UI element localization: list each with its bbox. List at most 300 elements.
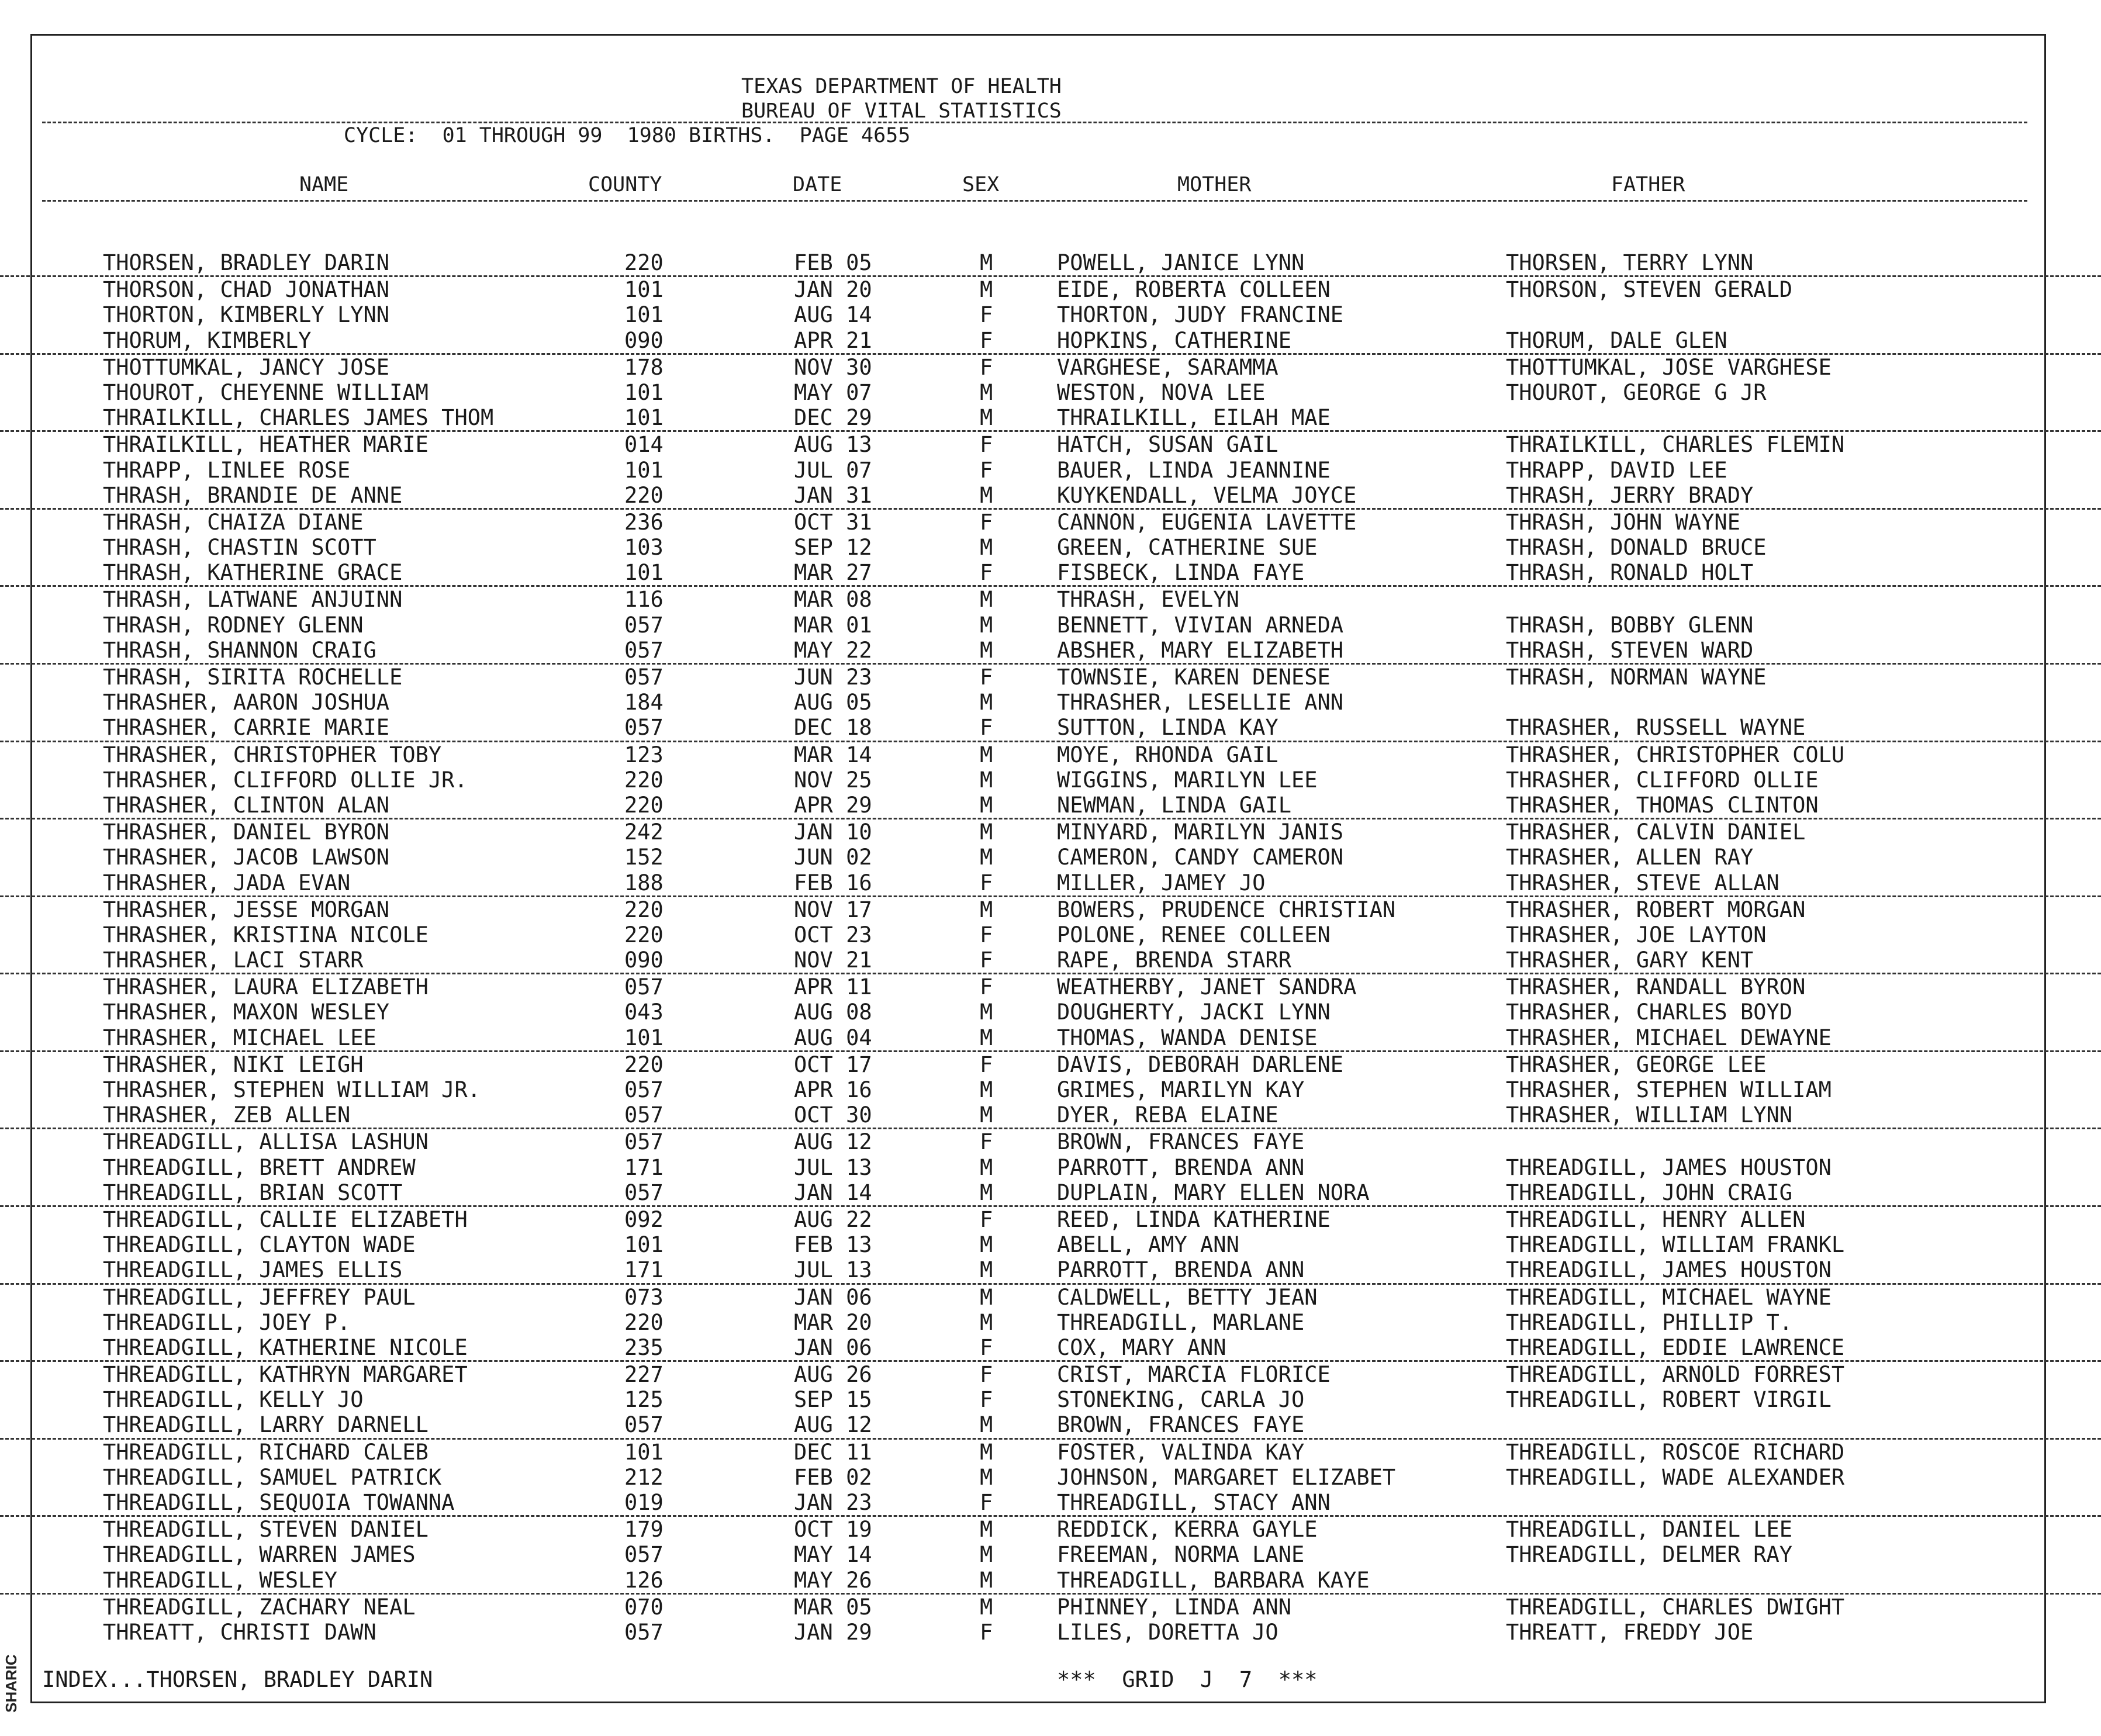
record-name: THREADGILL, JOEY P. bbox=[103, 1309, 351, 1335]
record-father: THOTTUMKAL, JOSE VARGHESE bbox=[1506, 354, 1832, 380]
record-name: THORSEN, BRADLEY DARIN bbox=[103, 250, 390, 275]
record-father: THRASHER, MICHAEL DEWAYNE bbox=[1506, 1025, 1832, 1050]
record-row bbox=[0, 250, 2101, 277]
record-county: 116 bbox=[624, 587, 664, 613]
record-father: THRASH, DONALD BRUCE bbox=[1506, 535, 1767, 561]
record-mother: ABELL, AMY ANN bbox=[1057, 1232, 1239, 1258]
record-county: 057 bbox=[624, 1412, 664, 1438]
record-name: THREADGILL, JAMES ELLIS bbox=[103, 1257, 403, 1283]
record-mother: BROWN, FRANCES FAYE bbox=[1057, 1129, 1305, 1155]
record-county: 070 bbox=[624, 1594, 664, 1620]
record-father: THRAILKILL, CHARLES FLEMIN bbox=[1506, 432, 1845, 458]
record-date: MAY 07 bbox=[794, 379, 872, 405]
record-sex: M bbox=[980, 1025, 993, 1050]
column-header-father: FATHER bbox=[1611, 173, 1685, 196]
record-name: THREADGILL, KELLY JO bbox=[103, 1387, 364, 1413]
record-sex: F bbox=[980, 509, 993, 535]
record-county: 057 bbox=[624, 1129, 664, 1155]
record-date: APR 11 bbox=[794, 974, 872, 1000]
record-sex: F bbox=[980, 922, 993, 947]
record-county: 220 bbox=[624, 792, 664, 818]
record-sex: M bbox=[980, 1232, 993, 1258]
record-mother: VARGHESE, SARAMMA bbox=[1057, 354, 1278, 380]
record-sex: F bbox=[980, 1490, 993, 1515]
record-father: THRASHER, THOMAS CLINTON bbox=[1506, 792, 1819, 818]
header-rule bbox=[42, 122, 2027, 123]
record-father: THREADGILL, ARNOLD FORREST bbox=[1506, 1362, 1845, 1388]
record-row bbox=[0, 767, 2101, 793]
record-father: THREADGILL, JAMES HOUSTON bbox=[1506, 1154, 1832, 1180]
record-row bbox=[0, 1387, 2101, 1412]
record-name: THREADGILL, JEFFREY PAUL bbox=[103, 1284, 416, 1310]
record-row bbox=[0, 1000, 2101, 1025]
record-county: 073 bbox=[624, 1284, 664, 1310]
record-county: 057 bbox=[624, 665, 664, 690]
record-county: 220 bbox=[624, 767, 664, 793]
record-sex: M bbox=[980, 690, 993, 715]
record-county: 092 bbox=[624, 1206, 664, 1232]
side-label: SHARIC bbox=[2, 1654, 20, 1713]
record-sex: M bbox=[980, 612, 993, 638]
record-father: THREADGILL, DELMER RAY bbox=[1506, 1542, 1793, 1568]
record-county: 043 bbox=[624, 1000, 664, 1025]
record-sex: F bbox=[980, 1052, 993, 1077]
record-county: 220 bbox=[624, 922, 664, 947]
record-row bbox=[0, 1440, 2101, 1465]
record-mother: RAPE, BRENDA STARR bbox=[1057, 947, 1291, 973]
record-mother: DAVIS, DEBORAH DARLENE bbox=[1057, 1052, 1344, 1077]
record-row bbox=[0, 1207, 2101, 1232]
record-name: THRASH, LATWANE ANJUINN bbox=[103, 587, 403, 613]
record-sex: M bbox=[980, 1154, 993, 1180]
record-sex: F bbox=[980, 327, 993, 353]
record-sex: F bbox=[980, 1619, 993, 1645]
record-row bbox=[0, 458, 2101, 483]
record-county: 123 bbox=[624, 742, 664, 767]
record-county: 101 bbox=[624, 457, 664, 483]
record-name: THREADGILL, CALLIE ELIZABETH bbox=[103, 1206, 468, 1232]
record-name: THRASHER, MAXON WESLEY bbox=[103, 1000, 390, 1025]
record-row bbox=[0, 613, 2101, 638]
record-mother: THRASHER, LESELLIE ANN bbox=[1057, 690, 1344, 715]
record-date: JAN 31 bbox=[794, 482, 872, 508]
record-county: 171 bbox=[624, 1154, 664, 1180]
record-name: THRASHER, LACI STARR bbox=[103, 947, 364, 973]
record-father: THORSON, STEVEN GERALD bbox=[1506, 277, 1793, 303]
record-name: THRASHER, CLINTON ALAN bbox=[103, 792, 390, 818]
record-row bbox=[0, 715, 2101, 742]
record-sex: M bbox=[980, 819, 993, 845]
record-name: THRASHER, JACOB LAWSON bbox=[103, 845, 390, 870]
record-sex: M bbox=[980, 1102, 993, 1128]
record-name: THOTTUMKAL, JANCY JOSE bbox=[103, 354, 390, 380]
record-father: THREADGILL, EDDIE LAWRENCE bbox=[1506, 1334, 1845, 1360]
record-county: 242 bbox=[624, 819, 664, 845]
record-row bbox=[0, 483, 2101, 510]
record-county: 235 bbox=[624, 1334, 664, 1360]
record-date: OCT 31 bbox=[794, 509, 872, 535]
record-county: 057 bbox=[624, 715, 664, 741]
record-mother: POLONE, RENEE COLLEEN bbox=[1057, 922, 1331, 947]
record-county: 220 bbox=[624, 250, 664, 275]
record-sex: M bbox=[980, 1412, 993, 1438]
record-date: JUL 13 bbox=[794, 1154, 872, 1180]
record-sex: M bbox=[980, 845, 993, 870]
record-row bbox=[0, 819, 2101, 845]
record-date: JAN 23 bbox=[794, 1490, 872, 1515]
record-mother: TOWNSIE, KAREN DENESE bbox=[1057, 665, 1331, 690]
record-date: FEB 05 bbox=[794, 250, 872, 275]
record-father: THRASHER, RANDALL BYRON bbox=[1506, 974, 1806, 1000]
record-row bbox=[0, 665, 2101, 690]
record-row bbox=[0, 1542, 2101, 1567]
record-row bbox=[0, 1052, 2101, 1077]
record-name: THREADGILL, ALLISA LASHUN bbox=[103, 1129, 429, 1155]
record-county: 057 bbox=[624, 974, 664, 1000]
header-bureau: BUREAU OF VITAL STATISTICS bbox=[741, 99, 1062, 123]
record-mother: CRIST, MARCIA FLORICE bbox=[1057, 1362, 1331, 1388]
record-county: 019 bbox=[624, 1490, 664, 1515]
record-father: THREADGILL, HENRY ALLEN bbox=[1506, 1206, 1806, 1232]
record-county: 152 bbox=[624, 845, 664, 870]
record-sex: M bbox=[980, 1309, 993, 1335]
record-sex: F bbox=[980, 457, 993, 483]
record-sex: M bbox=[980, 742, 993, 767]
record-mother: PARROTT, BRENDA ANN bbox=[1057, 1257, 1305, 1283]
record-sex: M bbox=[980, 1077, 993, 1102]
record-father: THRASH, RONALD HOLT bbox=[1506, 560, 1754, 586]
record-county: 101 bbox=[624, 379, 664, 405]
record-date: AUG 12 bbox=[794, 1129, 872, 1155]
record-mother: KUYKENDALL, VELMA JOYCE bbox=[1057, 482, 1357, 508]
record-sex: M bbox=[980, 1180, 993, 1205]
record-name: THREADGILL, STEVEN DANIEL bbox=[103, 1517, 429, 1543]
record-name: THRASHER, STEPHEN WILLIAM JR. bbox=[103, 1077, 481, 1102]
record-name: THRASHER, KRISTINA NICOLE bbox=[103, 922, 429, 947]
record-date: FEB 13 bbox=[794, 1232, 872, 1258]
record-mother: WESTON, NOVA LEE bbox=[1057, 379, 1266, 405]
record-row bbox=[0, 328, 2101, 355]
record-mother: DYER, REBA ELAINE bbox=[1057, 1102, 1278, 1128]
record-row bbox=[0, 845, 2101, 870]
record-row bbox=[0, 1155, 2101, 1180]
record-row bbox=[0, 1257, 2101, 1284]
record-name: THRASH, KATHERINE GRACE bbox=[103, 560, 403, 586]
record-sex: M bbox=[980, 277, 993, 303]
record-sex: M bbox=[980, 1464, 993, 1490]
record-name: THRASHER, CLIFFORD OLLIE JR. bbox=[103, 767, 468, 793]
record-date: DEC 18 bbox=[794, 715, 872, 741]
record-date: AUG 04 bbox=[794, 1025, 872, 1050]
record-father: THREADGILL, MICHAEL WAYNE bbox=[1506, 1284, 1832, 1310]
record-sex: M bbox=[980, 792, 993, 818]
record-date: MAR 08 bbox=[794, 587, 872, 613]
record-father: THREADGILL, ROSCOE RICHARD bbox=[1506, 1439, 1845, 1465]
record-mother: PHINNEY, LINDA ANN bbox=[1057, 1594, 1291, 1620]
record-father: THORSEN, TERRY LYNN bbox=[1506, 250, 1754, 275]
record-date: AUG 26 bbox=[794, 1362, 872, 1388]
record-row bbox=[0, 1335, 2101, 1362]
record-date: MAY 26 bbox=[794, 1567, 872, 1593]
record-sex: M bbox=[980, 1517, 993, 1543]
record-mother: POWELL, JANICE LYNN bbox=[1057, 250, 1305, 275]
record-date: JAN 10 bbox=[794, 819, 872, 845]
record-name: THORUM, KIMBERLY bbox=[103, 327, 312, 353]
record-date: OCT 17 bbox=[794, 1052, 872, 1077]
record-row bbox=[0, 1490, 2101, 1517]
record-sex: F bbox=[980, 302, 993, 328]
record-mother: WIGGINS, MARILYN LEE bbox=[1057, 767, 1318, 793]
record-father: THREADGILL, CHARLES DWIGHT bbox=[1506, 1594, 1845, 1620]
record-name: THREADGILL, WARREN JAMES bbox=[103, 1542, 416, 1568]
record-county: 101 bbox=[624, 1232, 664, 1258]
record-row bbox=[0, 974, 2101, 1000]
record-father: THRASHER, CHARLES BOYD bbox=[1506, 1000, 1793, 1025]
record-row bbox=[0, 742, 2101, 767]
record-name: THRASHER, LAURA ELIZABETH bbox=[103, 974, 429, 1000]
record-name: THRAILKILL, HEATHER MARIE bbox=[103, 432, 429, 458]
record-county: 220 bbox=[624, 1052, 664, 1077]
record-mother: REDDICK, KERRA GAYLE bbox=[1057, 1517, 1318, 1543]
record-county: 090 bbox=[624, 947, 664, 973]
record-father: THRASH, STEVEN WARD bbox=[1506, 637, 1754, 663]
record-date: AUG 12 bbox=[794, 1412, 872, 1438]
record-name: THREATT, CHRISTI DAWN bbox=[103, 1619, 376, 1645]
record-father: THRASH, NORMAN WAYNE bbox=[1506, 665, 1767, 690]
record-row bbox=[0, 1595, 2101, 1620]
record-date: MAR 05 bbox=[794, 1594, 872, 1620]
record-county: 101 bbox=[624, 302, 664, 328]
record-date: MAR 27 bbox=[794, 560, 872, 586]
record-name: THRASH, BRANDIE DE ANNE bbox=[103, 482, 403, 508]
record-date: JUL 13 bbox=[794, 1257, 872, 1283]
record-mother: STONEKING, CARLA JO bbox=[1057, 1387, 1305, 1413]
record-row bbox=[0, 1102, 2101, 1129]
record-father: THRASHER, CLIFFORD OLLIE bbox=[1506, 767, 1819, 793]
record-date: NOV 17 bbox=[794, 897, 872, 922]
record-sex: F bbox=[980, 1334, 993, 1360]
record-county: 057 bbox=[624, 1180, 664, 1205]
record-mother: FOSTER, VALINDA KAY bbox=[1057, 1439, 1305, 1465]
record-date: SEP 12 bbox=[794, 535, 872, 561]
record-row bbox=[0, 355, 2101, 380]
record-mother: COX, MARY ANN bbox=[1057, 1334, 1226, 1360]
record-date: MAR 14 bbox=[794, 742, 872, 767]
record-father: THREADGILL, ROBERT VIRGIL bbox=[1506, 1387, 1832, 1413]
record-father: THREADGILL, WILLIAM FRANKL bbox=[1506, 1232, 1845, 1258]
record-father: THRASHER, RUSSELL WAYNE bbox=[1506, 715, 1806, 741]
record-father: THOUROT, GEORGE G JR bbox=[1506, 379, 1767, 405]
record-father: THREADGILL, JOHN CRAIG bbox=[1506, 1180, 1793, 1205]
record-name: THRASHER, MICHAEL LEE bbox=[103, 1025, 376, 1050]
record-mother: BAUER, LINDA JEANNINE bbox=[1057, 457, 1331, 483]
record-date: JAN 06 bbox=[794, 1334, 872, 1360]
record-date: AUG 05 bbox=[794, 690, 872, 715]
record-county: 220 bbox=[624, 482, 664, 508]
record-father: THREADGILL, WADE ALEXANDER bbox=[1506, 1464, 1845, 1490]
record-row bbox=[0, 1517, 2101, 1542]
birth-records-list bbox=[0, 250, 2101, 1645]
record-county: 101 bbox=[624, 405, 664, 431]
record-row bbox=[0, 793, 2101, 819]
record-father: THREADGILL, DANIEL LEE bbox=[1506, 1517, 1793, 1543]
record-date: AUG 22 bbox=[794, 1206, 872, 1232]
record-father: THRASHER, GARY KENT bbox=[1506, 947, 1754, 973]
record-sex: F bbox=[980, 560, 993, 586]
record-father: THREADGILL, JAMES HOUSTON bbox=[1506, 1257, 1832, 1283]
record-row bbox=[0, 1465, 2101, 1490]
record-sex: F bbox=[980, 1387, 993, 1413]
record-name: THREADGILL, BRIAN SCOTT bbox=[103, 1180, 403, 1205]
record-sex: M bbox=[980, 637, 993, 663]
record-mother: NEWMAN, LINDA GAIL bbox=[1057, 792, 1291, 818]
record-mother: THOMAS, WANDA DENISE bbox=[1057, 1025, 1318, 1050]
record-name: THOUROT, CHEYENNE WILLIAM bbox=[103, 379, 429, 405]
record-county: 188 bbox=[624, 870, 664, 895]
record-county: 057 bbox=[624, 612, 664, 638]
record-name: THRASHER, JESSE MORGAN bbox=[103, 897, 390, 922]
record-county: 101 bbox=[624, 1439, 664, 1465]
record-name: THRASHER, CARRIE MARIE bbox=[103, 715, 390, 741]
record-mother: BENNETT, VIVIAN ARNEDA bbox=[1057, 612, 1344, 638]
record-county: 184 bbox=[624, 690, 664, 715]
column-header-sex: SEX bbox=[962, 173, 1000, 196]
record-mother: DUPLAIN, MARY ELLEN NORA bbox=[1057, 1180, 1370, 1205]
record-row bbox=[0, 405, 2101, 432]
record-date: OCT 19 bbox=[794, 1517, 872, 1543]
record-name: THRASHER, CHRISTOPHER TOBY bbox=[103, 742, 442, 767]
record-father: THRASHER, STEVE ALLAN bbox=[1506, 870, 1779, 895]
record-row bbox=[0, 1620, 2101, 1645]
record-sex: F bbox=[980, 870, 993, 895]
record-row bbox=[0, 380, 2101, 405]
record-date: JAN 20 bbox=[794, 277, 872, 303]
record-county: 101 bbox=[624, 1025, 664, 1050]
record-sex: M bbox=[980, 897, 993, 922]
record-row bbox=[0, 690, 2101, 715]
record-row bbox=[0, 1362, 2101, 1387]
record-mother: DOUGHERTY, JACKI LYNN bbox=[1057, 1000, 1331, 1025]
record-name: THRASH, SHANNON CRAIG bbox=[103, 637, 376, 663]
record-row bbox=[0, 1180, 2101, 1207]
record-sex: F bbox=[980, 947, 993, 973]
record-father: THRASH, JERRY BRADY bbox=[1506, 482, 1754, 508]
record-sex: M bbox=[980, 1439, 993, 1465]
record-name: THRASHER, JADA EVAN bbox=[103, 870, 351, 895]
record-date: JAN 29 bbox=[794, 1619, 872, 1645]
record-date: NOV 30 bbox=[794, 354, 872, 380]
record-county: 126 bbox=[624, 1567, 664, 1593]
record-county: 057 bbox=[624, 1542, 664, 1568]
record-mother: THRAILKILL, EILAH MAE bbox=[1057, 405, 1331, 431]
record-sex: M bbox=[980, 379, 993, 405]
record-sex: F bbox=[980, 432, 993, 458]
record-date: SEP 15 bbox=[794, 1387, 872, 1413]
record-name: THRASHER, ZEB ALLEN bbox=[103, 1102, 351, 1128]
header-department: TEXAS DEPARTMENT OF HEALTH bbox=[741, 75, 1062, 98]
record-name: THREADGILL, CLAYTON WADE bbox=[103, 1232, 416, 1258]
record-county: 057 bbox=[624, 1102, 664, 1128]
record-row bbox=[0, 1025, 2101, 1052]
record-county: 178 bbox=[624, 354, 664, 380]
record-father: THRASHER, ALLEN RAY bbox=[1506, 845, 1754, 870]
record-father: THRASH, BOBBY GLENN bbox=[1506, 612, 1754, 638]
record-county: 101 bbox=[624, 560, 664, 586]
record-date: FEB 02 bbox=[794, 1464, 872, 1490]
record-mother: FREEMAN, NORMA LANE bbox=[1057, 1542, 1305, 1568]
record-mother: CALDWELL, BETTY JEAN bbox=[1057, 1284, 1318, 1310]
record-date: OCT 30 bbox=[794, 1102, 872, 1128]
record-date: MAR 01 bbox=[794, 612, 872, 638]
record-date: APR 16 bbox=[794, 1077, 872, 1102]
record-name: THRAILKILL, CHARLES JAMES THOM bbox=[103, 405, 494, 431]
record-row bbox=[0, 535, 2101, 560]
record-sex: F bbox=[980, 1362, 993, 1388]
record-mother: GRIMES, MARILYN KAY bbox=[1057, 1077, 1305, 1102]
record-name: THRASH, RODNEY GLENN bbox=[103, 612, 364, 638]
record-mother: THREADGILL, MARLANE bbox=[1057, 1309, 1305, 1335]
record-date: DEC 11 bbox=[794, 1439, 872, 1465]
record-mother: HOPKINS, CATHERINE bbox=[1057, 327, 1291, 353]
record-father: THRASHER, CHRISTOPHER COLU bbox=[1506, 742, 1845, 767]
record-county: 014 bbox=[624, 432, 664, 458]
record-date: NOV 25 bbox=[794, 767, 872, 793]
record-mother: THREADGILL, BARBARA KAYE bbox=[1057, 1567, 1370, 1593]
record-row bbox=[0, 1310, 2101, 1335]
record-mother: BOWERS, PRUDENCE CHRISTIAN bbox=[1057, 897, 1396, 922]
record-county: 220 bbox=[624, 897, 664, 922]
record-row bbox=[0, 510, 2101, 535]
footer-index: INDEX...THORSEN, BRADLEY DARIN bbox=[42, 1667, 433, 1692]
record-sex: M bbox=[980, 1542, 993, 1568]
record-name: THORSON, CHAD JONATHAN bbox=[103, 277, 390, 303]
record-sex: M bbox=[980, 1257, 993, 1283]
record-row bbox=[0, 1129, 2101, 1154]
record-sex: M bbox=[980, 535, 993, 561]
record-row bbox=[0, 1285, 2101, 1310]
record-date: JUL 07 bbox=[794, 457, 872, 483]
record-county: 101 bbox=[624, 277, 664, 303]
record-sex: M bbox=[980, 405, 993, 431]
record-row bbox=[0, 1568, 2101, 1595]
record-name: THREADGILL, KATHERINE NICOLE bbox=[103, 1334, 468, 1360]
record-sex: M bbox=[980, 767, 993, 793]
record-name: THREADGILL, LARRY DARNELL bbox=[103, 1412, 429, 1438]
record-row bbox=[0, 870, 2101, 897]
record-mother: MINYARD, MARILYN JANIS bbox=[1057, 819, 1344, 845]
record-row bbox=[0, 277, 2101, 302]
record-date: APR 29 bbox=[794, 792, 872, 818]
record-father: THRASHER, CALVIN DANIEL bbox=[1506, 819, 1806, 845]
record-father: THRASH, JOHN WAYNE bbox=[1506, 509, 1740, 535]
record-date: JUN 23 bbox=[794, 665, 872, 690]
record-mother: WEATHERBY, JANET SANDRA bbox=[1057, 974, 1357, 1000]
record-mother: PARROTT, BRENDA ANN bbox=[1057, 1154, 1305, 1180]
record-mother: CANNON, EUGENIA LAVETTE bbox=[1057, 509, 1357, 535]
record-father: THREADGILL, PHILLIP T. bbox=[1506, 1309, 1793, 1335]
record-row bbox=[0, 922, 2101, 947]
record-name: THREADGILL, RICHARD CALEB bbox=[103, 1439, 429, 1465]
record-sex: F bbox=[980, 974, 993, 1000]
record-sex: F bbox=[980, 715, 993, 741]
record-county: 057 bbox=[624, 637, 664, 663]
record-mother: BROWN, FRANCES FAYE bbox=[1057, 1412, 1305, 1438]
record-county: 227 bbox=[624, 1362, 664, 1388]
record-mother: JOHNSON, MARGARET ELIZABET bbox=[1057, 1464, 1396, 1490]
record-mother: SUTTON, LINDA KAY bbox=[1057, 715, 1278, 741]
record-name: THREADGILL, SEQUOIA TOWANNA bbox=[103, 1490, 455, 1515]
record-date: JAN 14 bbox=[794, 1180, 872, 1205]
